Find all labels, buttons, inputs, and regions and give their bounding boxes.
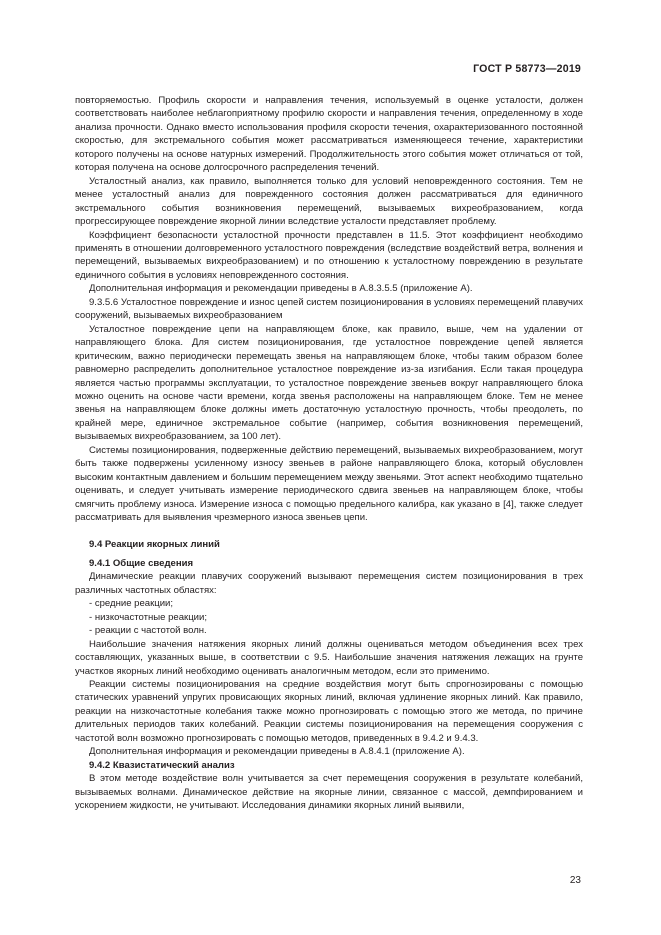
clause-heading: 9.3.5.6 Усталостное повреждение и износ цепей систем позиционирования в условиях перемещений плавучих сооружений, вызываемых вихреобразованием (75, 296, 583, 322)
paragraph: Системы позиционирования, подверженные действию перемещений, вызываемых вихреобразованием, могут быть также подвержены усиленному износу звеньев в районе направляющего блока, который обусловлен высоким контактным давлением и большим перемещением между звеньями. Этот аспект необходимо тщательно оценивать, и следует учитывать измерение периодического сдвига звеньев на направляющем блоке, чтобы смягчить проблему износа. Измерение износа с помощью предельного калибра, как указано в [4], также следует рассматривать для выявления чрезмерного износа звеньев цепи. (75, 444, 583, 524)
list-item: - средние реакции; (89, 598, 174, 610)
paragraph: Дополнительная информация и рекомендации приведены в А.8.4.1 (приложение А). (89, 746, 465, 758)
document-body (75, 94, 583, 813)
section-heading-9-4-2: 9.4.2 Квазистатический анализ (89, 759, 235, 771)
paragraph: Коэффициент безопасности усталостной прочности представлен в 11.5. Этот коэффициент необходимо применять в отношении долговременного усталостного повреждения (вследствие воздействий ветра, волнения и перемещений, вызываемых вихреобразованием) и по отношению к усталостному повреждению в результате единичного события в условиях неповрежденного состояния. (75, 229, 583, 281)
paragraph: Наибольшие значения натяжения якорных линий должны оцениваться методом объединения всех трех составляющих, указанных выше, в соответствии с 9.5. Наибольшие значения натяжения лежащих на грунте участков якорных линий необходимо оценивать аналогичным методом, если это применимо. (75, 638, 583, 677)
list-item: - низкочастотные реакции; (89, 611, 207, 623)
list-item: - реакции с частотой волн. (89, 625, 207, 637)
paragraph: Дополнительная информация и рекомендации приведены в А.8.3.5.5 (приложение А). (89, 283, 473, 295)
paragraph: Динамические реакции плавучих сооружений вызывают перемещения систем позиционирования в трех различных частотных областях: (75, 571, 583, 596)
paragraph: Усталостное повреждение цепи на направляющем блоке, как правило, выше, чем на удалении от направляющего блока. Для систем позиционирования, где усталостное повреждение цепей является критическим, важно периодически перемещать звенья на направляющем блоке, чтобы таким образом более равномерно распределить дополнительное усталостное повреждение из-за изгибания. Если такая процедура является частью программы эксплуатации, то усталостное повреждение звеньев вокруг направляющего блока можно оценить на основе части времени, когда звенья расположены на направляющем блоке. Тем не менее звенья на направляющем блоке должны иметь достаточную усталостную прочность, чтобы преодолеть, по крайней мере, единичное экстремальное событие (например, события возникновения перемещений, вызываемых вихреобразованием, за 100 лет). (75, 323, 583, 443)
paragraph: Реакции системы позиционирования на средние воздействия могут быть спрогнозированы с помощью статических уравнений упругих провисающих якорных линий, включая удлинение якорных линий. Как правило, реакции на низкочастотные колебания также можно прогнозировать с помощью этого же метода, по причине длительных периодов таких колебаний. Реакции системы позиционирования на перемещения сооружения с частотой волн возможно прогнозировать с помощью методов, приведенных в 9.4.2 и 9.4.3. (75, 679, 583, 744)
section-heading-9-4-1: 9.4.1 Общие сведения (89, 557, 194, 569)
section-heading-9-4: 9.4 Реакции якорных линий (89, 538, 220, 550)
document-code-header: ГОСТ Р 58773—2019 (473, 63, 581, 75)
paragraph: В этом методе воздействие волн учитывается за счет перемещения сооружения в результате колебаний, вызываемых волнами. Динамическое действие на якорные линии, связанное с массой, демпфированием и ускорением жидкости, не учитывают. Исследования динамики якорных линий выявили, (75, 773, 583, 812)
paragraph: Усталостный анализ, как правило, выполняется только для условий неповрежденного состояния. Тем не менее усталостный анализ для поврежденного состояния должен рассматриваться для единичного экстремального события возникновения перемещений, вызываемых вихреобразованием, когда прогрессирующее повреждение якорной линии вследствие усталости представляет проблему. (75, 175, 583, 228)
page-number: 23 (569, 875, 581, 886)
paragraph-continuation: повторяемостью. Профиль скорости и направления течения, используемый в оценке усталости, должен соответствовать наиболее неблагоприятному профилю скорости и направления течения, определенному в ходе анализа прочности. Однако вместо использования профиля скорости течения, охарактеризованного постоянной скоростью, для экстремального события может рассматриваться изменяющееся течение, характеристики которого получены на основе натурных измерений. Продолжительность этого события может отличаться от той, которая получена на основе долгосрочного распределения течений. (75, 95, 583, 174)
